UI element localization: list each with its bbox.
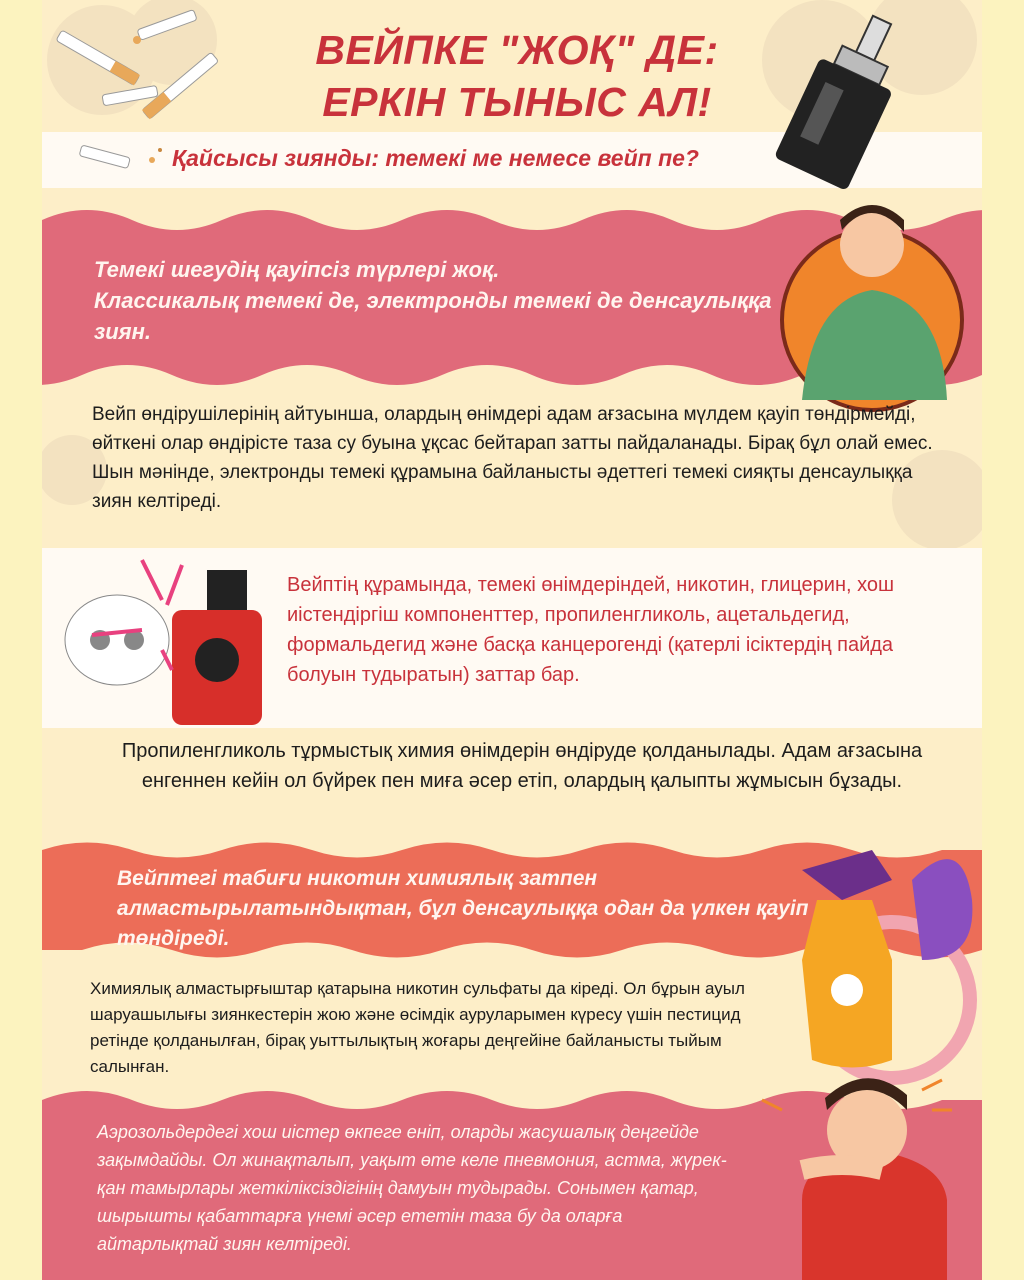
subtitle: Қайсысы зиянды: темекі ме немесе вейп пе? bbox=[172, 145, 699, 171]
title-line-2: ЕРКІН ТЫНЫС АЛ! bbox=[322, 79, 712, 125]
page-title bbox=[292, 24, 742, 128]
section-7-text: Аэрозольдердегі хош иістер өкпеге еніп, оларды жасушалық деңгейде зақымдайды. Ол жинақталып, уақыт өте келе пневмония, астма, жүрек-қан тамырлары жеткіліксіздігінің дамуын тудырады. Сонымен қатар, шырышты қабаттарға үнемі әсер ететін таза бу да оларға айтарлықтай зиян келтіреді. bbox=[97, 1122, 727, 1254]
section-2-text: Вейп өндірушілерінің айтуынша, олардың өнімдері адам ағзасына мүлдем қауіп төндірмейді, өйткені олар өндірісте таза су буына ұқсас бейтарап затты пайдаланады. Бірақ бұл олай емес. Шын мәнінде, электронды темекі құрамына байланысты әдеттегі темекі сияқты денсаулыққа зиян келтіреді. bbox=[92, 404, 933, 512]
section-4-text: Пропиленгликоль тұрмыстық химия өнімдерін өндіруде қолданылады. Адам ағзасына енгеннен кейін ол бүйрек пен миға әсер етіп, олардың қалыпты жұмысын бұзады. bbox=[121, 740, 923, 792]
section-1-text: Темекі шегудің қауіпсіз түрлері жоқ. Классикалық темекі де, электронды темекі де денсаулыққа зиян. bbox=[94, 257, 772, 344]
poster bbox=[42, 0, 982, 1280]
title-line-1: ВЕЙПКЕ "ЖОҚ" ДЕ: bbox=[315, 27, 719, 73]
section-5-text: Вейптегі табиғи никотин химиялық затпен алмастырылатындықтан, бұл денсаулыққа одан да үлкен қауіп төндіреді. bbox=[117, 867, 809, 950]
section-6-text: Химиялық алмастырғыштар қатарына никотин сульфаты да кіреді. Ол бұрын ауыл шаруашылығы зиянкестерін жою және өсімдік ауруларымен күресу үшін пестицид ретінде қолданылған, бірақ уыттылықтың жоғары деңгейіне байланысты тыйым салынған. bbox=[90, 979, 745, 1076]
section-3-text: Вейптің құрамында, темекі өнімдеріндей, никотин, глицерин, хош иістендіргіш компоненттер, пропиленгликоль, ацетальдегид, формальдегид және басқа канцерогенді (қатерлі ісіктердің пайда болуын тудыратын) заттар бар. bbox=[287, 574, 895, 686]
